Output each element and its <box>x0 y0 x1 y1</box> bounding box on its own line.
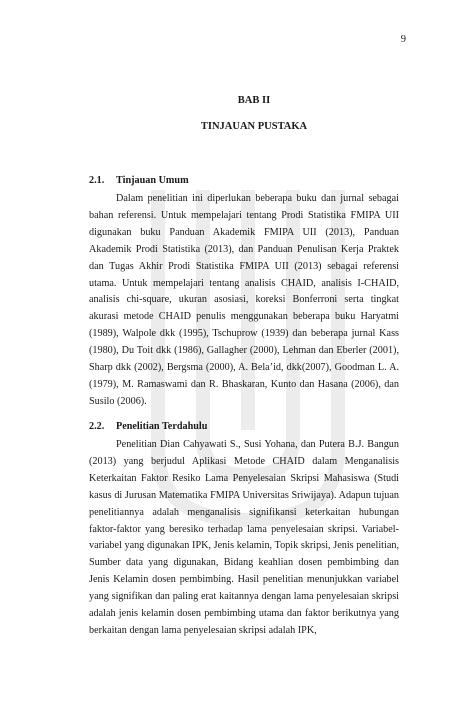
section-previous-research <box>89 418 399 640</box>
paragraph-text: Dalam penelitian ini diperlukan beberapa buku dan jurnal sebagai bahan referensi. Untuk mempelajari tentang Prodi Statistika FMIPA UII digunakan buku Panduan Akademik FMIPA UII (2013), Panduan Akademik Prodi Statistika (2013), dan Panduan Penulisan Kerja Praktek dan Tugas Akhir Prodi Statistika FMIPA UII (2013) sebagai referensi utama. Untuk mempelajari tentang analisis CHAID, analisis I-CHAID, analisis chi-square, ukuran asosiasi, koreksi Bonferroni serta tingkat akurasi metode CHAID penulis menggunakan beberapa buku Haryatmi (1989), Walpole dkk (1995), Tschuprow (1939) dan beberapa jurnal Kass (1980), Du Toit dkk (1986), Gallagher (2000), Lehman dan Eberler (2001), Sharp dkk (2002), Bergsma (2000), A. Bela’id, dkk(2007), Goodman L. A. (1979), M. Ramaswami dan R. Bhaskaran, Kunto dan Hasana (2006), dan Susilo (2006). <box>89 193 399 407</box>
section-heading <box>89 418 399 435</box>
section-title: Tinjauan Umum <box>116 175 189 186</box>
section-title: Penelitian Terdahulu <box>116 421 208 432</box>
section-paragraph <box>89 191 399 411</box>
section-paragraph <box>89 437 399 640</box>
section-number: 2.1. <box>89 175 105 186</box>
paragraph-text: Penelitian Dian Cahyawati S., Susi Yohana, dan Putera B.J. Bangun (2013) yang berjudul Aplikasi Metode CHAID dalam Menganalisis Keterkaitan Faktor Resiko Lama Penyelesaian Skripsi Mahasiswa (Studi kasus di Jurusan Matematika FMIPA Universitas Sriwijaya). Adapun tujuan penelitiannya adalah menganalisis signifikansi keterkaitan hubungan faktor-faktor yang beresiko terhadap lama penyelesaian skripsi. Variabel-variabel yang digunakan IPK, Jenis kelamin, Topik skripsi, Jenis penelitian, Sumber data yang digunakan, Bidang keahlian dosen pembimbing dan Jenis Kelamin dosen pembimbing. Hasil penelitian menunjukkan variabel yang signifikan dan paling erat kaitannya dengan lama penyelesaian skripsi adalah jenis kelamin dosen pembimbing utama dan faktor berikutnya yang berkaitan dengan lama penyelesaian skripsi adalah IPK, <box>89 439 399 636</box>
section-heading <box>89 172 399 189</box>
chapter-number: BAB II <box>237 95 271 106</box>
section-general-review <box>89 172 399 411</box>
chapter-title: TINJAUAN PUSTAKA <box>200 121 308 132</box>
section-number: 2.2. <box>89 421 105 432</box>
page-number: 9 <box>400 34 406 45</box>
